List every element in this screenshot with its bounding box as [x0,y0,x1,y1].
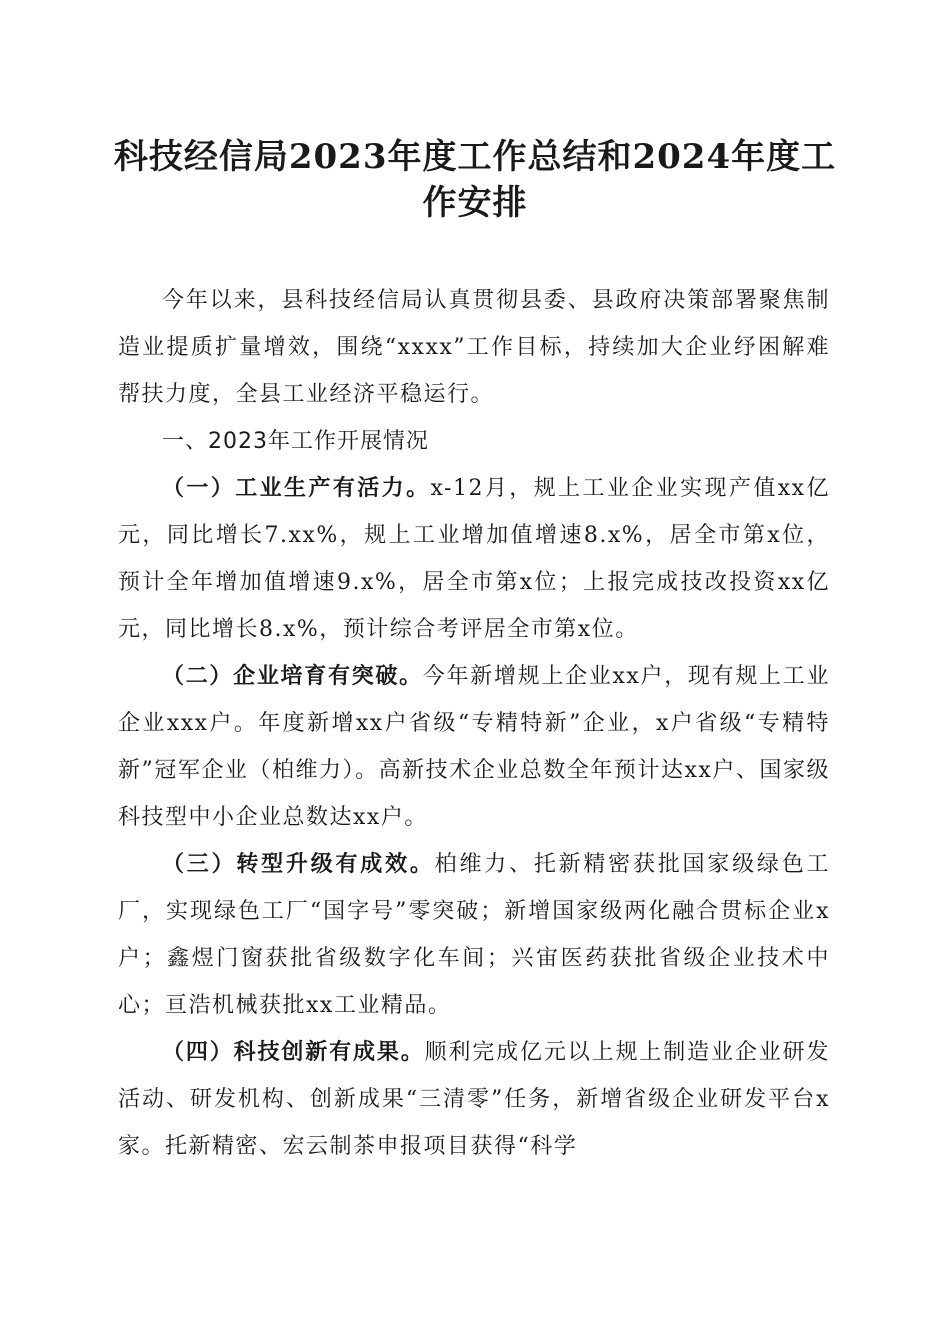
document-title: 科技经信局2023年度工作总结和2024年度工作安排 [113,137,837,223]
item-paragraph-4 [118,1029,830,1170]
item-paragraph-3 [118,841,830,1029]
section-heading: 一、2023年工作开展情况 [162,429,429,454]
intro-paragraph: 今年以来，县科技经信局认真贯彻县委、县政府决策部署聚焦制造业提质扩量增效，围绕“xxxx”工作目标，持续加大企业纾困解难帮扶力度，全县工业经济平稳运行。 [118,288,830,407]
item-paragraph-2 [118,653,830,841]
item-text-2: 今年新增规上企业xx户，现有规上工业企业xxx户。年度新增xx户省级“专精特新”企业，x户省级“专精特新”冠军企业（柏维力）。高新技术企业总数全年预计达xx户、国家级科技型中小企业总数达xx户。 [118,664,830,830]
document-body [118,277,830,1170]
item-lead-2: （二）企业培育有突破。 [162,663,423,689]
item-text-3: 柏维力、托新精密获批国家级绿色工厂，实现绿色工厂“国字号”零突破；新增国家级两化融合贯标企业x户；鑫煜门窗获批省级数字化车间；兴宙医药获批省级企业技术中心；亘浩机械获批xx工业精品。 [118,852,830,1018]
item-lead-1: （一）工业生产有活力。 [162,475,431,501]
item-lead-3: （三）转型升级有成效。 [162,851,435,877]
item-text-1: x-12月，规上工业企业实现产值xx亿元，同比增长7.xx%，规上工业增加值增速8.x%，居全市第x位，预计全年增加值增速9.x%，居全市第x位；上报完成技改投资xx亿元，同比增长8.x%，预计综合考评居全市第x位。 [118,476,830,642]
item-text-4: 顺利完成亿元以上规上制造业企业研发活动、研发机构、创新成果“三清零”任务，新增省级企业研发平台x家。托新精密、宏云制茶申报项目获得“科学 [118,1040,830,1159]
item-lead-4: （四）科技创新有成果。 [162,1039,425,1065]
item-paragraph-1 [118,465,830,653]
